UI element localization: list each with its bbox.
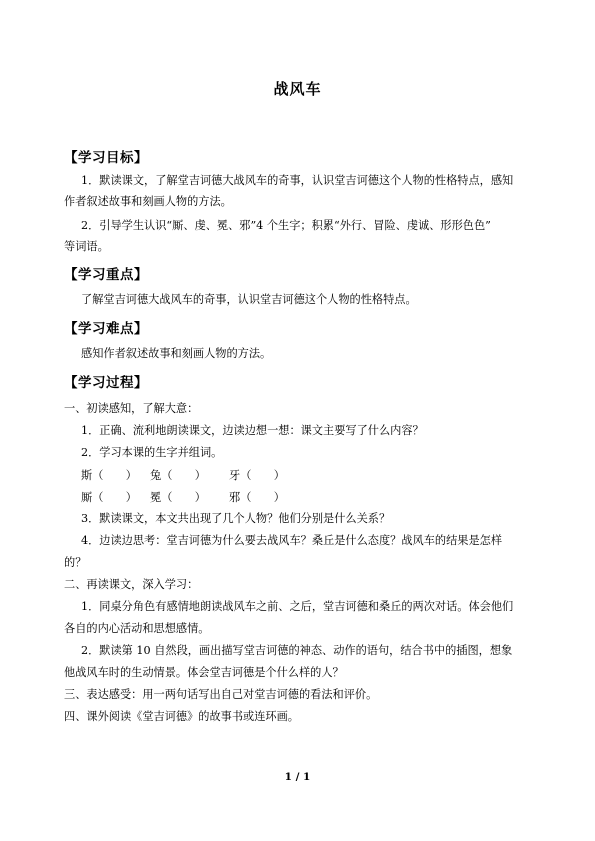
section-heading-process: 【学习过程】 xyxy=(64,375,148,391)
process-step-1: 一、初读感知，了解大意： xyxy=(64,402,199,415)
goal-1-line-2: 作者叙述故事和刻画人物的方法。 xyxy=(64,195,232,208)
word-blank: 邪（ ） xyxy=(229,491,285,504)
process-step-2-2-line-1: 2．默读第 10 自然段，画出描写堂吉诃德的神态、动作的语句，结合书中的插图，想象 xyxy=(81,644,513,657)
page-number: 1 / 1 xyxy=(284,771,311,783)
process-step-2-2-line-2: 他战风车时的生动情景。体会堂吉诃德是个什么样的人？ xyxy=(64,666,344,679)
process-step-1-2: 2．学习本课的生字并组词。 xyxy=(81,446,223,459)
goal-1-line-1: 1．默读课文，了解堂吉诃德大战风车的奇事，认识堂吉诃德这个人物的性格特点，感知 xyxy=(81,174,514,187)
key-text: 了解堂吉诃德大战风车的奇事，认识堂吉诃德这个人物的性格特点。 xyxy=(81,293,417,306)
process-step-1-4-line-2: 的？ xyxy=(64,556,87,569)
difficulty-text: 感知作者叙述故事和刻画人物的方法。 xyxy=(81,347,272,360)
goal-2-line-1: 2．引导学生认识“厮、虔、冕、邪”4 个生字；积累“外行、冒险、虔诚、形形色色” xyxy=(81,219,491,232)
process-step-2-1-line-2: 各自的内心活动和思想感情。 xyxy=(64,622,210,635)
goal-2-line-2: 等词语。 xyxy=(64,240,109,253)
process-step-1-4-line-1: 4．边读边思考：堂吉诃德为什么要去战风车？桑丘是什么态度？战风车的结果是怎样 xyxy=(81,534,503,547)
section-heading-key: 【学习重点】 xyxy=(64,267,148,283)
word-blank: 冕（ ） xyxy=(150,491,206,504)
process-step-2-1-line-1: 1．同桌分角色有感情地朗读战风车之前、之后，堂吉诃德和桑丘的两次对话。体会他们 xyxy=(81,600,514,613)
process-step-2: 二、再读课文，深入学习： xyxy=(64,578,199,591)
page-title: 战风车 xyxy=(273,80,322,98)
word-blank: 兔（ ） xyxy=(150,469,206,482)
process-step-1-1: 1．正确、流利地朗读课文，边读边想一想：课文主要写了什么内容？ xyxy=(81,424,424,437)
process-step-4: 四、课外阅读《堂吉诃德》的故事书或连环画。 xyxy=(64,710,299,723)
section-heading-goals: 【学习目标】 xyxy=(64,150,148,166)
word-blank: 厮（ ） xyxy=(81,491,137,504)
process-step-1-3: 3．默读课文，本文共出现了几个人物？他们分别是什么关系？ xyxy=(81,512,391,525)
word-blank: 牙（ ） xyxy=(229,469,285,482)
word-blank: 斯（ ） xyxy=(81,469,137,482)
process-step-3: 三、表达感受：用一两句话写出自己对堂吉诃德的看法和评价。 xyxy=(64,688,378,701)
section-heading-difficulty: 【学习难点】 xyxy=(64,321,148,337)
